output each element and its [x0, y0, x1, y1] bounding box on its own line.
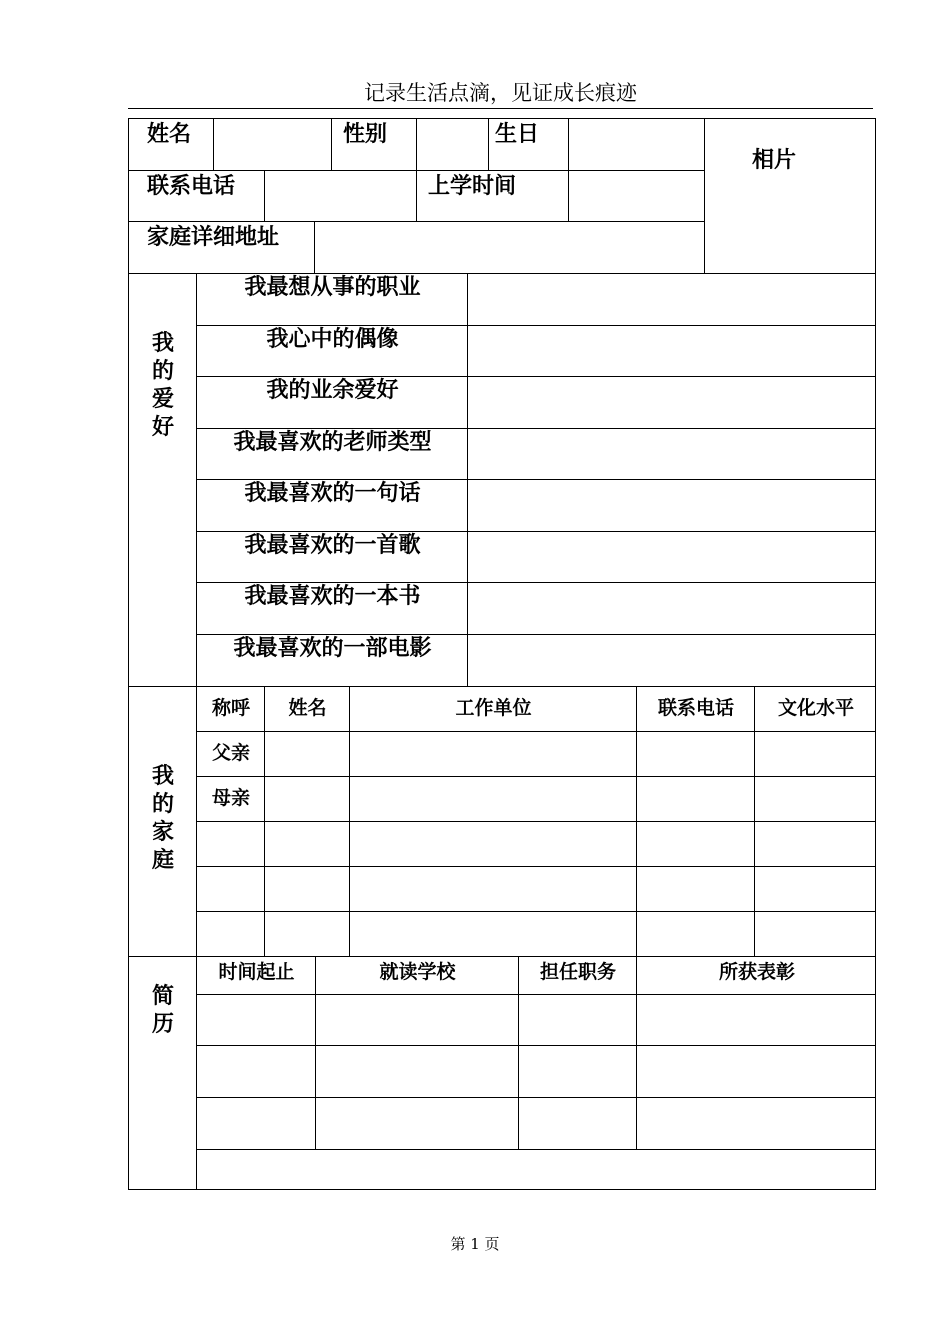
resume-period-cell[interactable]	[196, 994, 315, 1045]
address-value-cell[interactable]	[314, 221, 704, 273]
family-relation-cell[interactable]	[196, 821, 264, 866]
page-header-title: 记录生活点滴，见证成长痕迹	[364, 81, 637, 105]
family-header-cell	[754, 686, 876, 731]
resume-period-cell[interactable]	[196, 1045, 315, 1097]
name-value-cell[interactable]	[213, 118, 331, 170]
birthday-label: 生日	[495, 122, 540, 147]
hobby-label-cell	[196, 273, 467, 325]
family-section-cell	[128, 686, 196, 956]
family-header-label: 工作单位	[455, 697, 532, 719]
hobby-label-cell	[196, 479, 467, 531]
resume-header-label: 就读学校	[379, 961, 456, 983]
resume-header-cell	[315, 956, 518, 994]
address-label-cell	[128, 221, 314, 273]
resume-honor-cell[interactable]	[636, 994, 876, 1045]
hobbies-section-cell	[128, 273, 196, 686]
resume-position-cell[interactable]	[518, 994, 636, 1045]
resume-position-cell[interactable]	[518, 1045, 636, 1097]
resume-period-cell[interactable]	[196, 1097, 315, 1149]
family-phone-cell[interactable]	[636, 821, 754, 866]
family-header-cell	[264, 686, 349, 731]
family-header-label: 姓名	[288, 697, 327, 719]
hobby-label-cell	[196, 428, 467, 479]
family-relation-cell[interactable]	[196, 911, 264, 956]
hobby-label-cell	[196, 582, 467, 634]
address-label: 家庭详细地址	[147, 225, 280, 250]
family-header-cell	[636, 686, 754, 731]
hobby-value-cell[interactable]	[467, 582, 876, 634]
phone-label-cell	[128, 170, 264, 221]
gender-value-cell[interactable]	[416, 118, 488, 170]
hobby-value-cell[interactable]	[467, 428, 876, 479]
resume-section-label: 简历	[151, 984, 174, 1037]
hobby-label: 我最想从事的职业	[244, 275, 421, 300]
hobby-label: 我最喜欢的老师类型	[233, 430, 432, 455]
family-work-cell[interactable]	[349, 911, 636, 956]
hobby-label-cell	[196, 325, 467, 376]
resume-school-cell[interactable]	[315, 994, 518, 1045]
birthday-label-cell	[488, 118, 568, 170]
resume-honor-cell[interactable]	[636, 1097, 876, 1149]
family-work-cell[interactable]	[349, 776, 636, 821]
family-education-cell[interactable]	[754, 731, 876, 776]
phone-label: 联系电话	[147, 174, 236, 199]
hobbies-section-label: 我的爱好	[151, 331, 174, 440]
family-work-cell[interactable]	[349, 731, 636, 776]
resume-header-label: 时间起止	[218, 961, 295, 983]
resume-header-cell	[636, 956, 876, 994]
family-name-cell[interactable]	[264, 821, 349, 866]
birthday-value-cell[interactable]	[568, 118, 704, 170]
family-phone-cell[interactable]	[636, 866, 754, 911]
resume-position-cell[interactable]	[518, 1097, 636, 1149]
gender-label-cell	[331, 118, 416, 170]
school-time-label: 上学时间	[428, 174, 517, 199]
family-work-cell[interactable]	[349, 821, 636, 866]
hobby-label-cell	[196, 531, 467, 582]
family-name-cell[interactable]	[264, 866, 349, 911]
hobby-label: 我最喜欢的一句话	[244, 481, 421, 506]
family-education-cell[interactable]	[754, 866, 876, 911]
family-header-label: 文化水平	[777, 697, 854, 719]
family-header-cell	[349, 686, 636, 731]
hobby-label: 我最喜欢的一本书	[244, 584, 421, 609]
family-name-cell[interactable]	[264, 776, 349, 821]
family-relation: 父亲	[211, 742, 250, 764]
hobby-value-cell[interactable]	[467, 634, 876, 686]
family-work-cell[interactable]	[349, 866, 636, 911]
resume-header-label: 担任职务	[539, 961, 616, 983]
family-header-cell	[196, 686, 264, 731]
resume-header-label: 所获表彰	[718, 961, 795, 983]
resume-notes-cell[interactable]	[196, 1149, 876, 1190]
resume-school-cell[interactable]	[315, 1097, 518, 1149]
family-header-label: 称呼	[211, 697, 250, 719]
family-education-cell[interactable]	[754, 911, 876, 956]
family-education-cell[interactable]	[754, 821, 876, 866]
hobby-value-cell[interactable]	[467, 376, 876, 428]
photo-label: 相片	[752, 148, 797, 173]
hobby-label: 我心中的偶像	[266, 327, 399, 352]
resume-honor-cell[interactable]	[636, 1045, 876, 1097]
family-relation-cell	[196, 731, 264, 776]
family-phone-cell[interactable]	[636, 776, 754, 821]
resume-school-cell[interactable]	[315, 1045, 518, 1097]
family-relation-cell[interactable]	[196, 866, 264, 911]
family-section-label: 我的家庭	[151, 764, 174, 873]
family-phone-cell[interactable]	[636, 731, 754, 776]
family-relation-cell	[196, 776, 264, 821]
page-number: 第 1 页	[450, 1235, 500, 1253]
resume-section-cell	[128, 956, 196, 1190]
family-phone-cell[interactable]	[636, 911, 754, 956]
family-education-cell[interactable]	[754, 776, 876, 821]
resume-header-cell	[196, 956, 315, 994]
school-time-label-cell	[416, 170, 568, 221]
record-form	[128, 118, 876, 1190]
hobby-label-cell	[196, 634, 467, 686]
hobby-label: 我的业余爱好	[266, 378, 399, 403]
resume-header-cell	[518, 956, 636, 994]
name-label-cell	[128, 118, 213, 170]
family-relation: 母亲	[211, 787, 250, 809]
hobby-label-cell	[196, 376, 467, 428]
hobby-value-cell[interactable]	[467, 479, 876, 531]
hobby-label: 我最喜欢的一部电影	[233, 636, 432, 661]
gender-label: 性别	[343, 122, 388, 147]
school-time-value-cell[interactable]	[568, 170, 704, 221]
hobby-value-cell[interactable]	[467, 531, 876, 582]
phone-value-cell[interactable]	[264, 170, 416, 221]
hobby-label: 我最喜欢的一首歌	[244, 533, 421, 558]
hobby-value-cell[interactable]	[467, 325, 876, 376]
name-label: 姓名	[147, 122, 192, 147]
photo-cell[interactable]	[704, 118, 876, 273]
hobby-value-cell[interactable]	[467, 273, 876, 325]
header-rule	[128, 108, 873, 109]
family-name-cell[interactable]	[264, 911, 349, 956]
family-header-label: 联系电话	[657, 697, 734, 719]
family-name-cell[interactable]	[264, 731, 349, 776]
